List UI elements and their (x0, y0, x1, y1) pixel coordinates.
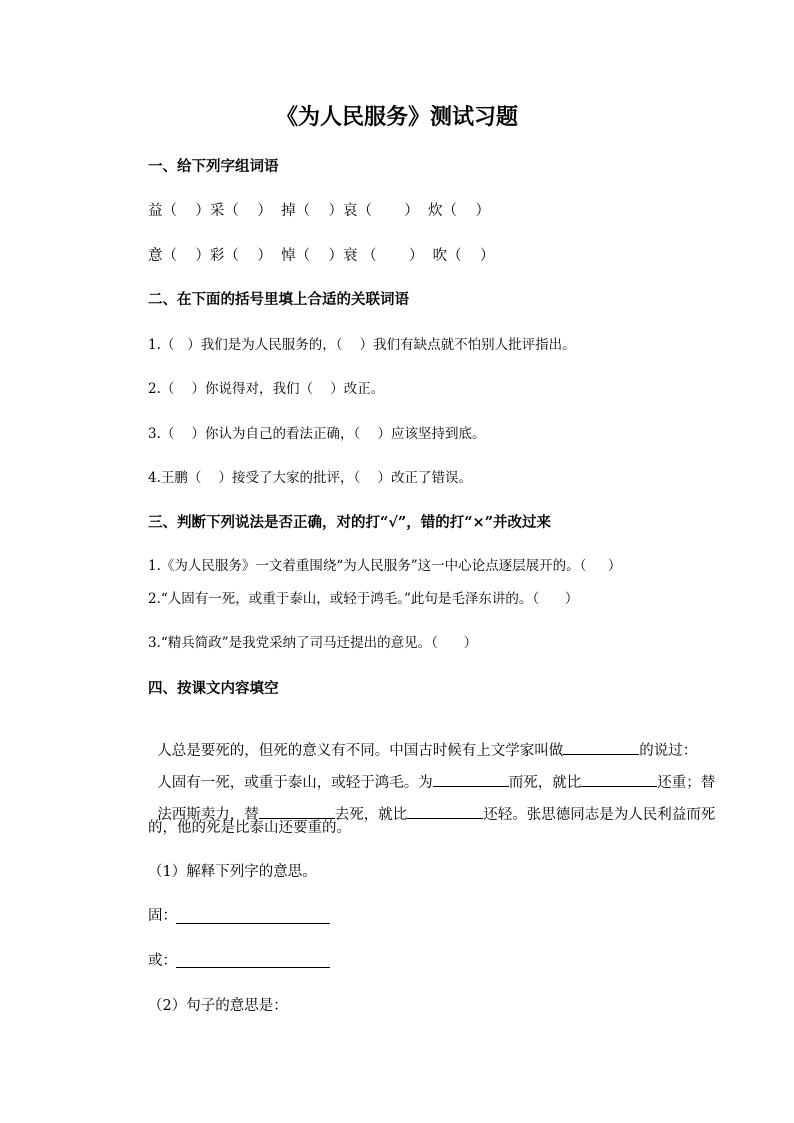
huo-label: 或： (148, 953, 177, 969)
conjunction-item-1: 1.（ ）我们是为人民服务的，（ ）我们有缺点就不怕别人批评指出。 (148, 337, 576, 353)
judge-item-2: 2.“人固有一死，或重于泰山，或轻于鸿毛。”此句是毛泽东讲的。（ ） (148, 591, 579, 607)
blank-on-behalf-of[interactable] (259, 804, 335, 819)
blank-writer-name[interactable] (563, 740, 639, 755)
conjunction-item-3: 3.（ ）你认为自己的看法正确，（ ）应该坚持到底。 (148, 426, 486, 442)
passage-text: 而死，就比 (508, 774, 582, 791)
section-2-heading: 二、在下面的括号里填上合适的关联词语 (148, 291, 409, 308)
page-title: 《为人民服务》测试习题 (276, 104, 519, 130)
word-group-row-2: 意（ ）彩（ ） 悼（ ）衰 （ ） 吹（ ） (148, 248, 495, 264)
passage-line-1 (148, 725, 697, 758)
passage-text: 法西斯卖力，替 (157, 806, 259, 823)
passage-line-3 (148, 789, 715, 822)
passage-text: 还重；替 (657, 774, 716, 791)
passage-text: 还轻。张思德同志是为人民利益而死 (483, 806, 716, 823)
huo-answer-line[interactable] (176, 967, 330, 968)
word-group-row-1: 益（ ）采（ ） 掉（ ）哀（ ） 炊（ ） (148, 203, 490, 219)
blank-for-whom[interactable] (433, 772, 509, 787)
section-1-heading: 一、给下列字组词语 (148, 158, 279, 175)
section-4-heading: 四、按课文内容填空 (148, 680, 279, 697)
gu-label: 固： (148, 908, 177, 924)
passage-text: 的说过： (639, 742, 698, 759)
blank-heavier-than[interactable] (581, 772, 657, 787)
conjunction-item-4: 4.王鹏（ ）接受了大家的批评，（ ）改正了错误。 (148, 470, 472, 486)
question-1: （1）解释下列字的意思。 (148, 864, 317, 880)
passage-text: 去死，就比 (334, 806, 408, 823)
passage-line-2 (148, 757, 715, 790)
passage-text: 人总是要死的，但死的意义有不同。中国古时候有上文学家叫做 (157, 742, 564, 759)
judge-item-3: 3.“精兵简政”是我党采纳了司马迁提出的意见。（ ） (148, 635, 478, 651)
question-2: （2）句子的意思是： (148, 998, 288, 1014)
gu-answer-line[interactable] (176, 923, 330, 924)
judge-item-1: 1.《为人民服务》一文着重围绕“为人民服务”这一中心论点逐层展开的。（ ） (148, 558, 622, 574)
conjunction-item-2: 2.（ ）你说得对，我们（ ）改正。 (148, 381, 385, 397)
blank-lighter-than[interactable] (407, 804, 483, 819)
passage-line-4: 的，他的死是比泰山还要重的。 (148, 820, 351, 836)
passage-text: 人固有一死，或重于泰山，或轻于鸿毛。为 (157, 774, 433, 791)
section-3-heading: 三、判断下列说法是否正确，对的打“√”，错的打“×”并改过来 (148, 514, 552, 531)
